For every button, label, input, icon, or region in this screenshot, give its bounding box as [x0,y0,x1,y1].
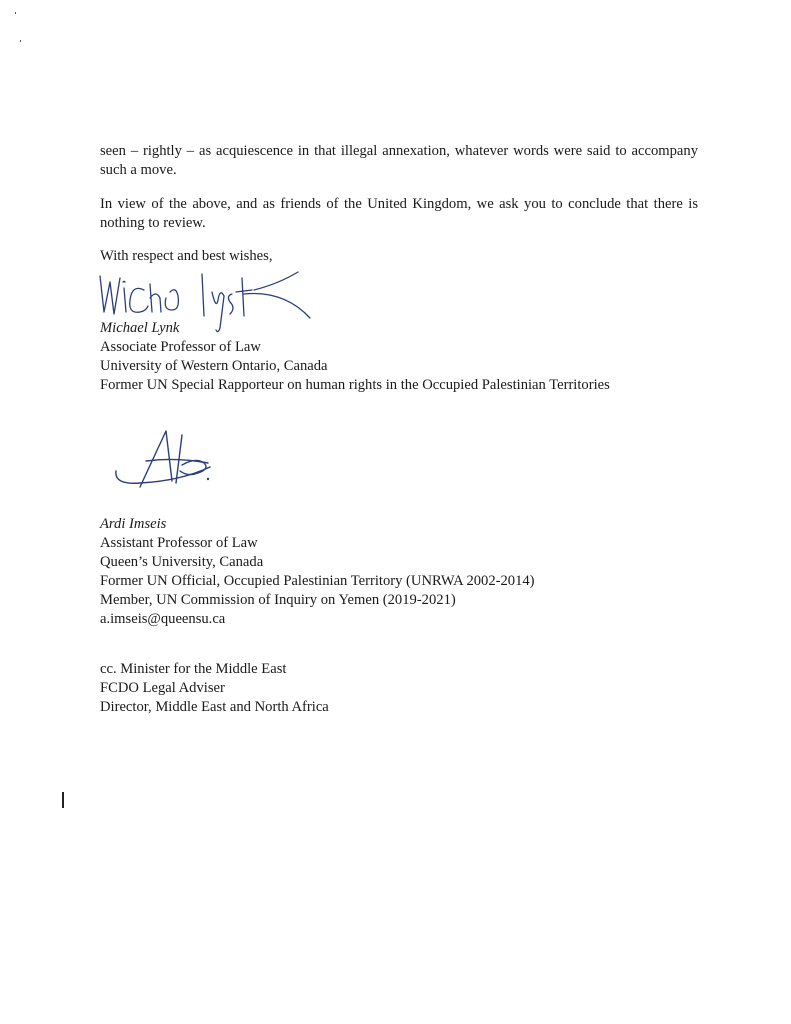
body-paragraph-1: seen – rightly – as acquiescence in that illegal annexation, whatever words were said to accompany such a move. [100,143,698,178]
scan-speck [15,12,16,14]
signatory-name: Ardi Imseis [100,516,167,532]
cc-line: FCDO Legal Adviser [100,680,225,696]
signatory-title: Associate Professor of Law [100,339,261,355]
signatory-lynk [100,319,700,395]
scan-mark-bracket [62,792,64,808]
signatory-affiliation: Queen’s University, Canada [100,554,264,570]
signatory-imseis [100,515,700,629]
body-paragraph-2: In view of the above, and as friends of the United Kingdom, we ask you to conclude that there is nothing to review. [100,196,698,231]
signatory-role: Member, UN Commission of Inquiry on Yemen (2019-2021) [100,592,456,608]
signatory-title: Assistant Professor of Law [100,535,258,551]
signatory-name: Michael Lynk [100,320,180,336]
cc-list [100,660,700,717]
signatory-email: a.imseis@queensu.ca [100,611,226,627]
signatory-role: Former UN Special Rapporteur on human rights in the Occupied Palestinian Territories [100,377,610,393]
signatory-affiliation: University of Western Ontario, Canada [100,358,328,374]
imseis-signature-icon [112,425,232,497]
scan-speck [20,40,21,42]
signatory-role: Former UN Official, Occupied Palestinian Territory (UNRWA 2002-2014) [100,573,535,589]
cc-line: cc. Minister for the Middle East [100,661,287,677]
closing-line: With respect and best wishes, [100,248,273,264]
cc-line: Director, Middle East and North Africa [100,699,329,715]
